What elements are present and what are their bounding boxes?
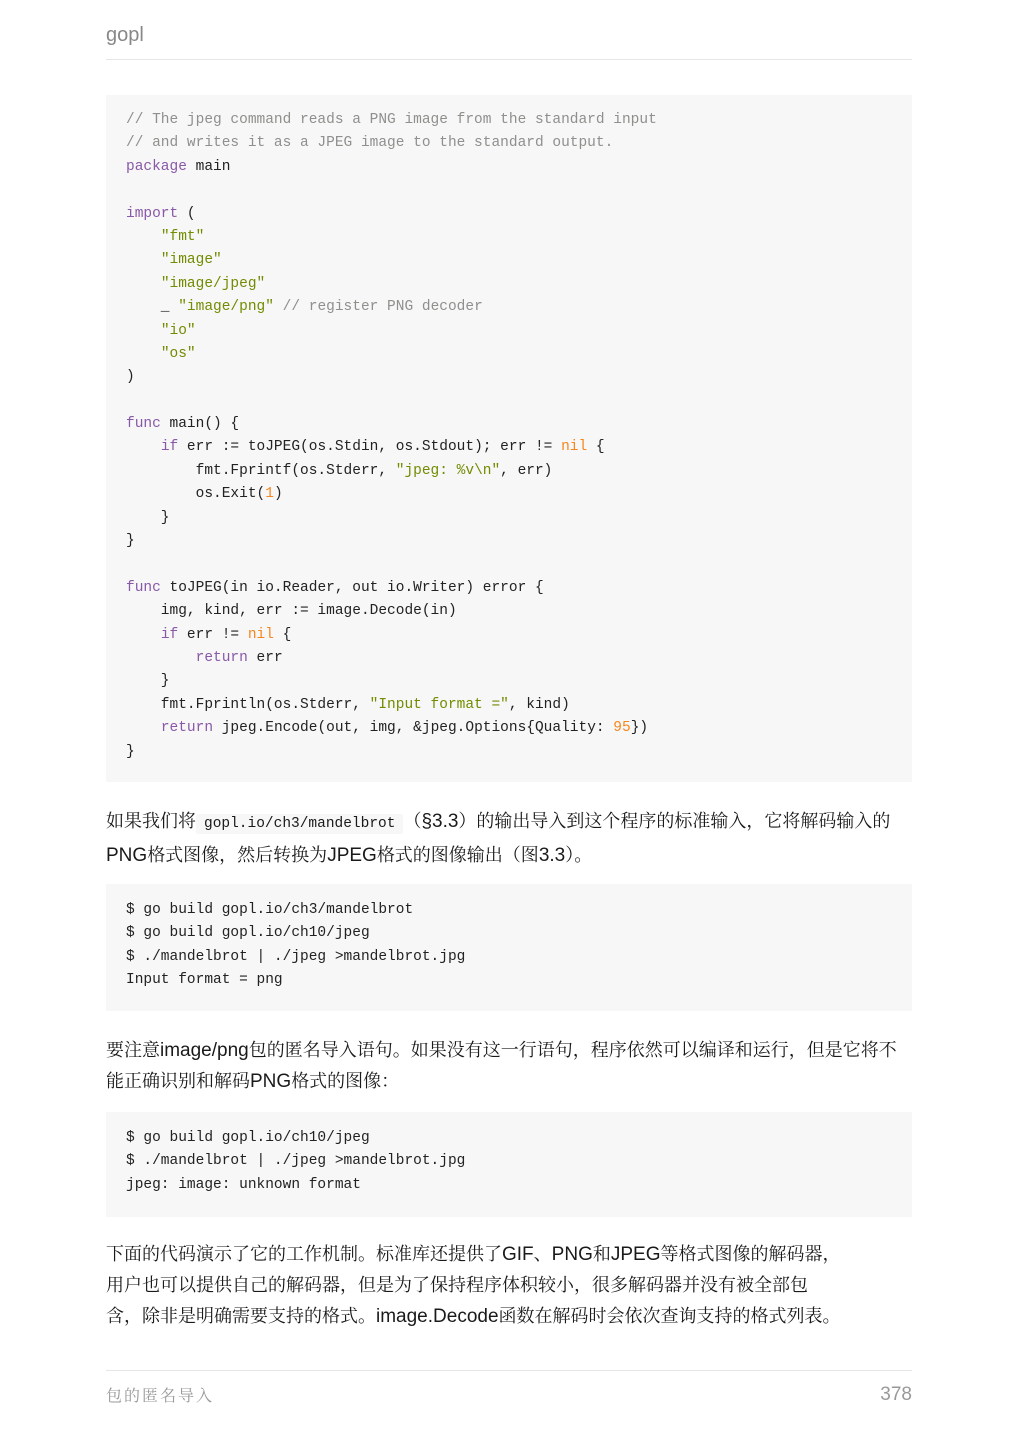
code-token: , kind) bbox=[508, 696, 570, 713]
book-title: gopl bbox=[106, 24, 144, 46]
code-line bbox=[126, 179, 892, 202]
code-line bbox=[126, 670, 892, 693]
code-token: "os" bbox=[160, 345, 196, 362]
code-token: main() { bbox=[160, 416, 240, 433]
code-line bbox=[126, 577, 892, 600]
code-token bbox=[126, 252, 161, 268]
code-token: err bbox=[247, 649, 283, 666]
code-token: "Input format =" bbox=[369, 696, 509, 713]
code-token: return bbox=[160, 720, 214, 737]
code-token bbox=[126, 439, 161, 455]
code-line bbox=[126, 530, 892, 553]
code-token: "io" bbox=[160, 322, 196, 339]
paragraph-decoder-mechanism bbox=[106, 1239, 912, 1332]
code-token: 1 bbox=[265, 486, 274, 503]
code-line bbox=[126, 741, 892, 764]
code-line bbox=[126, 109, 892, 132]
code-line bbox=[126, 226, 892, 249]
paragraph-line: 用户也可以提供自己的解码器，但是为了保持程序体积较小，很多解码器并没有被全部包 bbox=[106, 1275, 808, 1296]
code-token bbox=[126, 229, 161, 245]
code-token: nil bbox=[561, 439, 588, 456]
code-token: if bbox=[160, 626, 179, 643]
code-line bbox=[126, 366, 892, 389]
code-token: // The jpeg command reads a PNG image from the standard input bbox=[126, 112, 657, 128]
code-line bbox=[126, 203, 892, 226]
figure-ref-link[interactable]: 3.3 bbox=[538, 845, 566, 866]
code-line bbox=[126, 483, 892, 506]
code-token: "jpeg: %v\n" bbox=[395, 462, 501, 479]
terminal-line: $ ./mandelbrot | ./jpeg >mandelbrot.jpg bbox=[126, 948, 466, 965]
code-token: // register PNG decoder bbox=[273, 299, 483, 316]
code-token: , err) bbox=[500, 462, 553, 479]
code-token: { bbox=[587, 439, 605, 456]
code-token bbox=[126, 323, 161, 339]
code-token: img, kind, err := image.Decode(in) bbox=[126, 603, 457, 620]
code-token: if bbox=[160, 439, 179, 456]
code-token: nil bbox=[247, 626, 274, 643]
paragraph-anonymous-import-note: 要注意image/png包的匿名导入语句。如果没有这一行语句，程序依然可以编译和运行，但是它将不能正确识别和解码PNG格式的图像： bbox=[106, 1040, 897, 1092]
code-token: ) bbox=[273, 486, 283, 503]
terminal-line: $ ./mandelbrot | ./jpeg >mandelbrot.jpg bbox=[126, 1153, 466, 1170]
code-token bbox=[126, 650, 196, 666]
code-token: } bbox=[126, 533, 135, 550]
terminal-line: Input format = png bbox=[126, 972, 283, 989]
code-line bbox=[126, 600, 892, 623]
terminal-line: $ go build gopl.io/ch10/jpeg bbox=[126, 1130, 370, 1146]
code-block-run-success[interactable] bbox=[106, 884, 912, 1011]
terminal-line: $ go build gopl.io/ch3/mandelbrot bbox=[126, 902, 414, 918]
code-line bbox=[126, 132, 892, 155]
code-token bbox=[126, 346, 161, 362]
code-line bbox=[126, 624, 892, 647]
code-line bbox=[126, 694, 892, 717]
code-token: "image/png" bbox=[178, 299, 274, 316]
terminal-line: jpeg: image: unknown format bbox=[126, 1176, 361, 1193]
code-token: "image/jpeg" bbox=[160, 275, 266, 292]
code-token: err != bbox=[178, 626, 248, 643]
footer-section-title: 包的匿名导入 bbox=[106, 1386, 215, 1405]
code-line bbox=[126, 460, 892, 483]
page-footer bbox=[106, 1370, 912, 1406]
code-token: main bbox=[186, 158, 231, 175]
code-line bbox=[126, 320, 892, 343]
code-token bbox=[126, 720, 161, 736]
code-token: // and writes it as a JPEG image to the standard output. bbox=[126, 135, 614, 152]
code-token: { bbox=[273, 626, 292, 643]
code-token: package bbox=[126, 158, 187, 175]
code-token: ( bbox=[178, 205, 196, 222]
code-token: jpeg.Encode(out, img, &jpeg.Options{Quality: bbox=[213, 720, 614, 737]
book-header bbox=[106, 24, 912, 60]
code-token: 95 bbox=[613, 720, 631, 737]
paragraph-line: 含，除非是明确需要支持的格式。image.Decode函数在解码时会依次查询支持的格式列表。 bbox=[106, 1306, 841, 1327]
code-token bbox=[126, 627, 161, 643]
code-token: import bbox=[126, 205, 179, 222]
code-token: "fmt" bbox=[160, 228, 205, 245]
code-token: func bbox=[126, 416, 161, 433]
code-token: func bbox=[126, 579, 161, 596]
code-token: } bbox=[126, 673, 170, 690]
code-token: "image" bbox=[160, 252, 222, 269]
code-token: }) bbox=[630, 720, 649, 737]
code-line bbox=[126, 413, 892, 436]
code-line bbox=[126, 647, 892, 670]
terminal-line: $ go build gopl.io/ch10/jpeg bbox=[126, 925, 370, 942]
code-line bbox=[126, 156, 892, 179]
code-token: toJPEG(in io.Reader, out io.Writer) error { bbox=[160, 579, 544, 596]
code-line bbox=[126, 343, 892, 366]
code-line bbox=[126, 717, 892, 740]
code-token: return bbox=[195, 649, 248, 666]
code-block-jpeg-program[interactable] bbox=[106, 95, 912, 782]
code-line bbox=[126, 249, 892, 272]
code-line bbox=[126, 390, 892, 413]
code-line bbox=[126, 553, 892, 576]
code-block-run-failure[interactable] bbox=[106, 1112, 912, 1217]
code-line bbox=[126, 273, 892, 296]
paragraph-mandelbrot-usage: 如果我们将 gopl.io/ch3/mandelbrot （§3.3）的输出导入到这个程序的标准输入，它将解码输入的PNG格式图像，然后转换为JPEG格式的图像输出（图3.3）。 bbox=[106, 811, 891, 866]
page-number: 378 bbox=[880, 1383, 912, 1405]
code-token: } bbox=[126, 509, 170, 526]
code-token: fmt.Fprintf(os.Stderr, bbox=[126, 462, 396, 479]
paragraph-line: 下面的代码演示了它的工作机制。标准库还提供了GIF、PNG和JPEG等格式图像的解码器， bbox=[106, 1244, 841, 1265]
code-line bbox=[126, 507, 892, 530]
code-token: ) bbox=[126, 369, 135, 386]
code-token: err := toJPEG(os.Stdin, os.Stdout); err != bbox=[178, 439, 562, 456]
code-token: fmt.Fprintln(os.Stderr, bbox=[126, 696, 370, 713]
inline-code-mandelbrot-path: gopl.io/ch3/mandelbrot bbox=[196, 814, 403, 834]
code-line bbox=[126, 436, 892, 459]
code-token: _ bbox=[126, 299, 179, 316]
section-ref-link[interactable]: §3.3 bbox=[421, 811, 459, 832]
code-token: } bbox=[126, 743, 135, 760]
code-line bbox=[126, 296, 892, 319]
code-token: os.Exit( bbox=[126, 486, 266, 503]
code-token bbox=[126, 276, 161, 292]
